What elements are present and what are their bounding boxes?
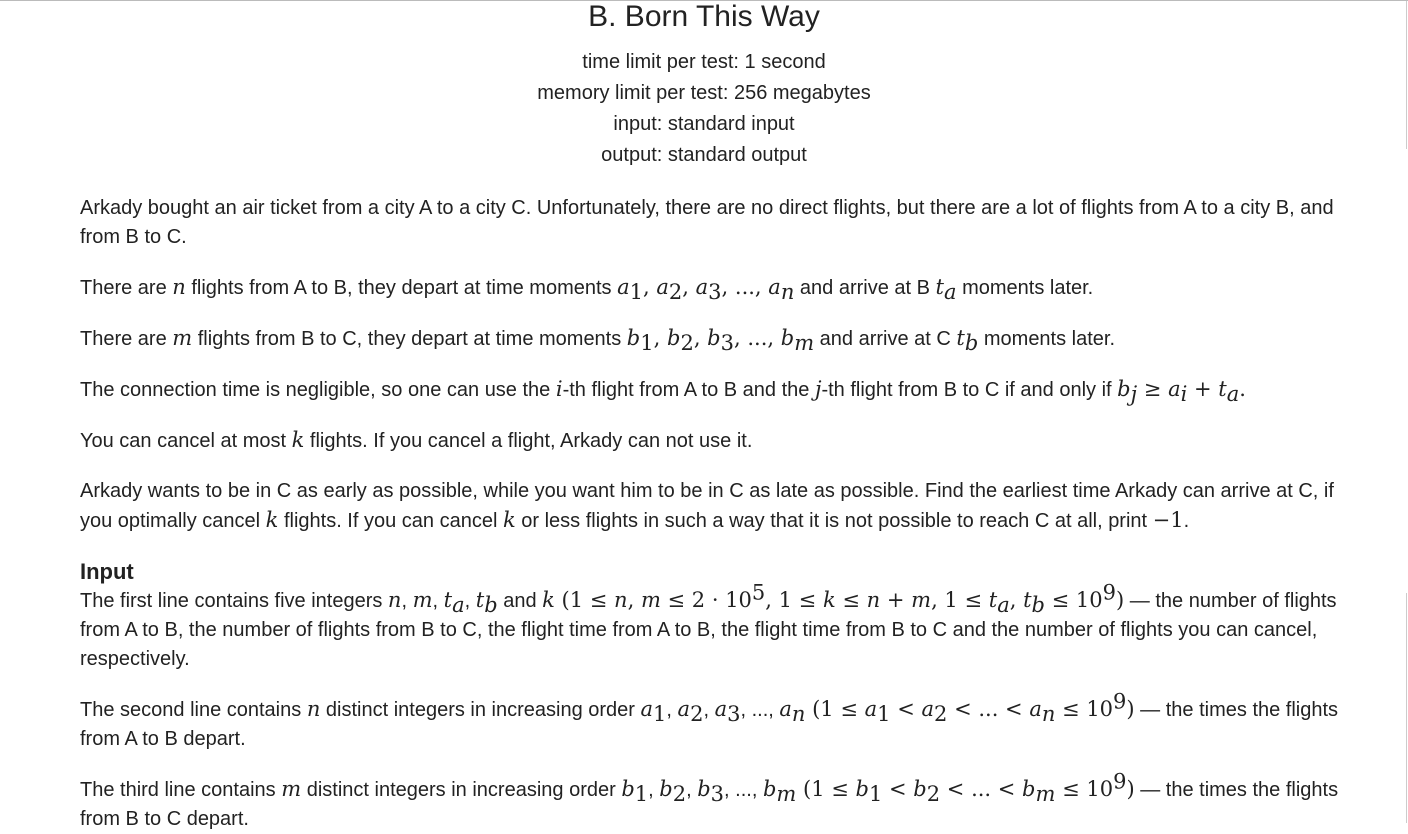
statement-paragraph: There are n flights from A to B, they depart at time moments $a_1$, $a_2$, $a_3$, ..., $a_n$ and arrive at B $t_a$ moments later. [80, 275, 1094, 304]
problem-limits [0, 47, 1408, 171]
memory-limit: memory limit per test: 256 megabytes [537, 82, 871, 104]
page-edge-line [1406, 1, 1407, 149]
input-paragraph: The third line contains m distinct integers in increasing order $b_1$, $b_2$, $b_3$, ..., $b_m$ ($1 \le b_1 < b_2$ < ... < $b_m \le 10^9$) — the times the flights from B to C depart. [80, 769, 1339, 830]
problem-header [0, 2, 1408, 171]
input-spec: input: standard input [613, 113, 795, 135]
statement-paragraph: The connection time is negligible, so one can use the i-th flight from A to B and the j-th flight from B to C if and only if $b_j \ge a_i + t_a$. [80, 377, 1246, 406]
statement-paragraph: Arkady bought an air ticket from a city A to a city C. Unfortunately, there are no direct flights, but there are a lot of flights from A to a city B, and from B to C. [80, 197, 1334, 248]
input-heading: Input [80, 559, 134, 584]
time-limit: time limit per test: 1 second [582, 51, 826, 73]
input-paragraph: The first line contains five integers n, m, $t_a$, $t_b$ and k (1 ≤ n, $m \le 2 \cdot 10^5$, 1 ≤ k ≤ n + m, $1 \le t_a$, $t_b \le 10^9$) — the number of flights from A to B, the number of flights from B to C, the flight time from A to B, the flight time from B to C and the number of flights you can cancel, respectively. [80, 580, 1337, 670]
problem-statement [80, 194, 1370, 834]
problem-title: B. Born This Way [588, 0, 820, 33]
page-edge-line [1406, 593, 1407, 823]
statement-paragraph: You can cancel at most k flights. If you cancel a flight, Arkady can not use it. [80, 428, 753, 452]
statement-paragraph: Arkady wants to be in C as early as possible, while you want him to be in C as late as possible. Find the earliest time Arkady can arrive at C, if you optimally cancel k flights. If you can cancel k or less flights in such a way that it is not possible to reach C at all, print −1. [80, 480, 1334, 532]
output-spec: output: standard output [601, 144, 807, 166]
input-paragraph: The second line contains n distinct integers in increasing order $a_1$, $a_2$, $a_3$, ..., $a_n$ ($1 \le a_1 < a_2$ < ... < $a_n \le 10^9$) — the times the flights from A to B depart. [80, 689, 1339, 750]
statement-paragraph: There are m flights from B to C, they depart at time moments $b_1$, $b_2$, $b_3$, ..., $b_m$ and arrive at C $t_b$ moments later. [80, 326, 1116, 355]
